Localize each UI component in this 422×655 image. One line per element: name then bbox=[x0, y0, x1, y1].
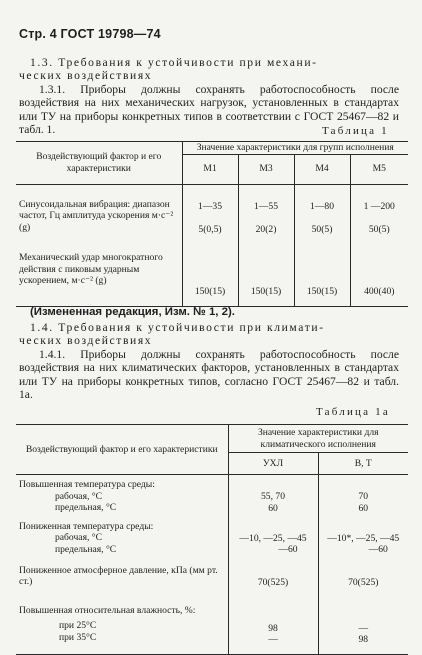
table1-row2-m3: 150(15) bbox=[238, 244, 294, 306]
table1a-row4-label: Повышенная относительная влажность, %: при 25°С при 35°С bbox=[19, 604, 196, 643]
table1a-row3-uhl: 70(525) bbox=[228, 557, 318, 593]
table1-group-m1: М1 bbox=[182, 154, 238, 184]
table1-row1-m1: 1—35 5(0,5) bbox=[182, 184, 238, 244]
table1a-row1-vt: 70 60 bbox=[318, 475, 408, 515]
section-1-4-title-line2: ческих воздействиях bbox=[19, 334, 153, 347]
section-1-4-1-paragraph: 1.4.1. Приборы должны сохранять работоспособность после воздействия на них климатических факторов, установленных в стандартах или ТУ на приборы конкретных типов, согласно ГОСТ 25467—82 и табл. 1а. bbox=[19, 348, 399, 402]
table1-row1-m5: 1 —200 50(5) bbox=[350, 184, 408, 244]
edit-note: (Измененная редакция, Изм. № 1, 2). bbox=[30, 306, 235, 318]
table1-group-m3: М3 bbox=[238, 154, 294, 184]
table1-header-factor: Воздействующий фактор и его характеристики bbox=[16, 142, 182, 185]
table1a-header-factor: Воздействующий фактор и его характеристики bbox=[16, 425, 228, 475]
table1a-row3-vt: 70(525) bbox=[318, 557, 408, 593]
table1-row2-m5: 400(40) bbox=[350, 244, 408, 306]
table1a-row1-uhl: 55, 70 60 bbox=[228, 475, 318, 515]
table1a-row2-label: Пониженная температура среды: рабочая, °С предельная, °С bbox=[19, 520, 154, 555]
table1-group-m5: М5 bbox=[350, 154, 408, 184]
table1-row1-m4: 1—80 50(5) bbox=[294, 184, 350, 244]
page-header: Стр. 4 ГОСТ 19798—74 bbox=[19, 27, 161, 41]
table-1 bbox=[16, 141, 408, 307]
table1a-group-vt: В, Т bbox=[318, 453, 408, 475]
table1-group-m4: М4 bbox=[294, 154, 350, 184]
table-1a bbox=[16, 424, 408, 655]
table1-row2-m4: 150(15) bbox=[294, 244, 350, 306]
table1a-row4-uhl: 98 — bbox=[228, 593, 318, 655]
table1-header-group: Значение характеристики для групп исполнения bbox=[182, 142, 408, 155]
table1a-row4-vt: — 98 bbox=[318, 593, 408, 655]
table1-row2-label: Механический удар многократного действия с пиковым ударным ускорением, м·с⁻² (g) bbox=[19, 252, 163, 287]
section-1-3-1-paragraph: 1.3.1. Приборы должны сохранять работоспособность после воздействия на них механических нагрузок, установленных в стандартах или ТУ на приборы конкретных типов в соответствии с ГОСТ 25467—82 и табл. 1. bbox=[19, 83, 399, 137]
table1a-row1-label: Повышенная температура среды: рабочая, °С предельная, °С bbox=[19, 479, 155, 514]
table1a-row2-uhl: —10, —25, —45 —60 bbox=[228, 515, 318, 557]
table1-row1-label: Синусоидальная вибрация: диапазон частот, Гц амплитуда ускорения м·с⁻² (g) bbox=[19, 198, 174, 233]
section-1-4-title-line1: 1.4. Требования к устойчивости при климати- bbox=[30, 321, 325, 334]
table1a-caption: Таблица 1а bbox=[316, 406, 390, 418]
table1-row2-m1: 150(15) bbox=[182, 244, 238, 306]
table1a-header-group: Значение характеристики для климатического исполнения bbox=[228, 425, 408, 453]
section-1-3-title-line2: ческих воздействиях bbox=[19, 69, 153, 82]
table1-caption: Таблица 1 bbox=[322, 125, 389, 137]
section-1-3-title-line1: 1.3. Требования к устойчивости при механи- bbox=[30, 56, 318, 69]
table1a-row2-vt: —10*, —25, —45 —60 bbox=[318, 515, 408, 557]
table1a-group-uhl: УХЛ bbox=[228, 453, 318, 475]
table1-row1-m3: 1—55 20(2) bbox=[238, 184, 294, 244]
table1a-row3-label: Пониженное атмосферное давление, кПа (мм рт. ст.) bbox=[19, 564, 218, 588]
